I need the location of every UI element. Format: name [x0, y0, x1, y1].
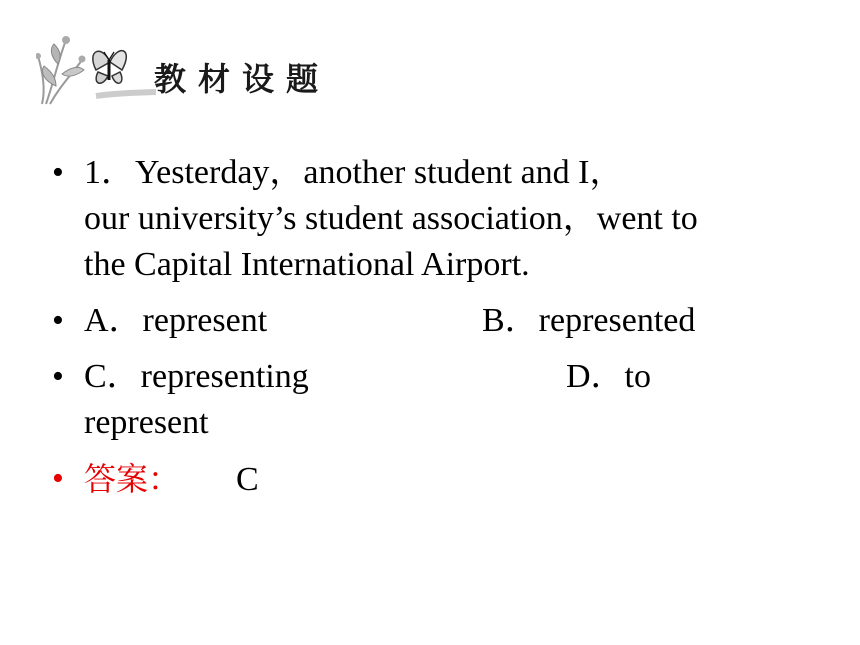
question-line-2: our university’s student association，went to: [84, 200, 698, 237]
answer-label: 答案：: [84, 460, 181, 498]
bullet-dot: •: [52, 358, 64, 395]
question-item: [50, 150, 830, 288]
option-a: A．represent: [84, 302, 268, 339]
section-header: [36, 26, 366, 106]
answer-value: C: [236, 461, 259, 498]
option-b: B．represented: [482, 302, 696, 339]
content-list: [50, 150, 830, 513]
option-d: D．to: [566, 358, 651, 395]
bullet-dot: •: [52, 302, 64, 339]
options-row-ab: [50, 298, 830, 344]
title-char-4: 题: [286, 60, 319, 98]
butterfly-flower-icon: [36, 26, 156, 106]
option-c: C．representing: [84, 358, 309, 395]
bullet-dot: •: [52, 460, 64, 497]
question-line-1: 1．Yesterday，another student and I，: [84, 154, 624, 191]
question-line-3: the Capital International Airport.: [84, 246, 530, 283]
bullet-dot: •: [52, 154, 64, 191]
title-char-1: 教: [154, 60, 187, 98]
options-row-cd: [50, 354, 830, 446]
title-char-3: 设: [242, 60, 275, 98]
option-d-continuation: represent: [84, 404, 209, 441]
answer-item: [50, 456, 830, 503]
section-title: [154, 54, 318, 100]
title-char-2: 材: [198, 60, 231, 98]
